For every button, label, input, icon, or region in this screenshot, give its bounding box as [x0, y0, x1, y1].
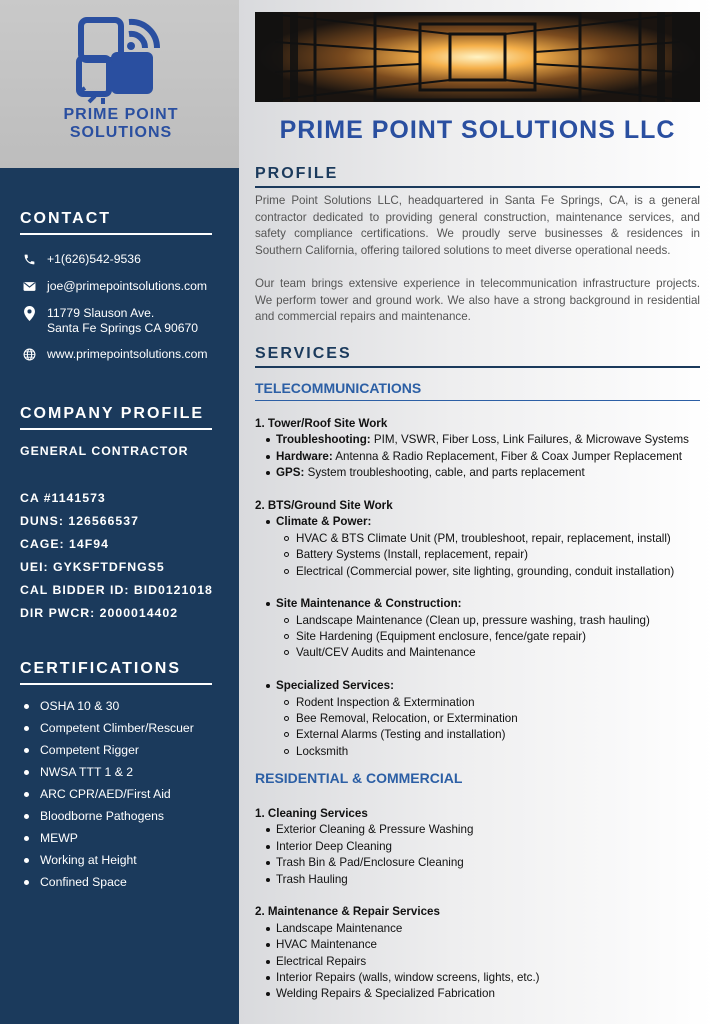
list-item: Hardware: Antenna & Radio Replacement, Fiber & Coax Jumper Replacement	[255, 449, 700, 465]
list-item: HVAC Maintenance	[255, 937, 700, 953]
contact-address	[22, 306, 198, 336]
profile-heading: PROFILE	[255, 165, 700, 188]
certifications-heading: CERTIFICATIONS	[20, 660, 212, 685]
list-item: Vault/CEV Audits and Maintenance	[255, 645, 700, 661]
ca-license: CA #1141573	[20, 491, 106, 505]
location-pin-icon	[22, 306, 36, 320]
logo-line1: PRIME POINT	[63, 106, 179, 123]
contact-phone	[22, 252, 141, 267]
list-item: Trash Hauling	[255, 872, 700, 888]
residential-heading: RESIDENTIAL & COMMERCIAL	[255, 770, 463, 786]
phone-icon	[22, 252, 36, 266]
certifications-list	[22, 698, 194, 896]
logo-line2: SOLUTIONS	[69, 124, 173, 141]
list-item: Battery Systems (Install, replacement, repair)	[255, 547, 700, 563]
list-item: Electrical Repairs	[255, 954, 700, 970]
telecom-services	[255, 416, 700, 760]
bts-title: 2. BTS/Ground Site Work	[255, 498, 393, 512]
list-item: OSHA 10 & 30	[22, 698, 194, 720]
phone-text[interactable]: +1(626)542-9536	[47, 252, 141, 266]
site-maintenance-label: Site Maintenance & Construction:	[255, 596, 700, 612]
list-item: Bee Removal, Relocation, or Extermination	[255, 711, 700, 727]
cage-code: CAGE: 14F94	[20, 537, 109, 551]
cal-bidder-id: CAL BIDDER ID: BID0121018	[20, 583, 213, 597]
logo-icon	[75, 14, 167, 104]
maintenance-title: 2. Maintenance & Repair Services	[255, 905, 440, 919]
profile-paragraph-2: Our team brings extensive experience in telecommunication infrastructure projects. We perform tower and ground work. We also have a strong background in residential and commercial repairs and maintenance.	[255, 277, 700, 323]
list-item: MEWP	[22, 830, 194, 852]
cleaning-title: 1. Cleaning Services	[255, 807, 368, 820]
email-text[interactable]: joe@primepointsolutions.com	[47, 279, 208, 293]
specialized-label: Specialized Services:	[255, 678, 700, 694]
company-title: PRIME POINT SOLUTIONS LLC	[279, 116, 676, 144]
climate-label: Climate & Power:	[255, 514, 700, 530]
company-profile-heading: COMPANY PROFILE	[20, 405, 212, 430]
list-item: Site Hardening (Equipment enclosure, fence/gate repair)	[255, 629, 700, 645]
uei-number: UEI: GYKSFTDFNGS5	[20, 560, 165, 574]
list-item: Bloodborne Pathogens	[22, 808, 194, 830]
profile-paragraph-1: Prime Point Solutions LLC, headquartered in Santa Fe Springs, CA, is a general contractor dedicated to providing general construction, maintenance services, and safety compliance certifications. We proudly serve businesses & residences in Southern California, offering tailored solutions to meet diverse operational needs.	[255, 194, 700, 257]
list-item: Interior Deep Cleaning	[255, 839, 700, 855]
list-item: Rodent Inspection & Extermination	[255, 695, 700, 711]
address-line2: Santa Fe Springs CA 90670	[47, 321, 199, 335]
logo-area	[0, 0, 239, 168]
list-item: Troubleshooting: PIM, VSWR, Fiber Loss, Link Failures, & Microwave Systems	[255, 432, 700, 448]
tower-title: 1. Tower/Roof Site Work	[255, 417, 388, 430]
list-item: GPS: System troubleshooting, cable, and parts replacement	[255, 465, 700, 481]
banner-image	[255, 12, 700, 102]
list-item: Competent Climber/Rescuer	[22, 720, 194, 742]
duns-number: DUNS: 126566537	[20, 514, 139, 528]
list-item: ARC CPR/AED/First Aid	[22, 786, 194, 808]
list-item: Interior Repairs (walls, window screens, lights, etc.)	[255, 970, 700, 986]
list-item: Landscape Maintenance (Clean up, pressure washing, trash hauling)	[255, 613, 700, 629]
contact-heading: CONTACT	[20, 210, 212, 235]
list-item: Welding Repairs & Specialized Fabrication	[255, 986, 700, 1002]
list-item: External Alarms (Testing and installation)	[255, 727, 700, 743]
list-item: Competent Rigger	[22, 742, 194, 764]
list-item: Exterior Cleaning & Pressure Washing	[255, 822, 700, 838]
services-heading: SERVICES	[255, 345, 700, 368]
address-line1: 11779 Slauson Ave.	[47, 306, 155, 320]
telecom-heading: TELECOMMUNICATIONS	[255, 380, 700, 401]
list-item: Locksmith	[255, 744, 700, 760]
list-item: Landscape Maintenance	[255, 921, 700, 937]
list-item: Working at Height	[22, 852, 194, 874]
list-item: Electrical (Commercial power, site lighting, grounding, conduit installation)	[255, 564, 700, 580]
website-text[interactable]: www.primepointsolutions.com	[47, 347, 208, 361]
contact-email	[22, 279, 207, 294]
contact-website	[22, 347, 208, 362]
globe-icon	[22, 347, 36, 361]
list-item: HVAC & BTS Climate Unit (PM, troubleshoot, repair, replacement, install)	[255, 531, 700, 547]
contractor-type: GENERAL CONTRACTOR	[20, 444, 189, 458]
residential-services	[255, 806, 700, 1003]
dir-pwcr: DIR PWCR: 2000014402	[20, 606, 179, 620]
company-logo	[62, 14, 180, 142]
mail-icon	[22, 279, 36, 293]
list-item: Confined Space	[22, 874, 194, 896]
list-item: NWSA TTT 1 & 2	[22, 764, 194, 786]
list-item: Trash Bin & Pad/Enclosure Cleaning	[255, 855, 700, 871]
